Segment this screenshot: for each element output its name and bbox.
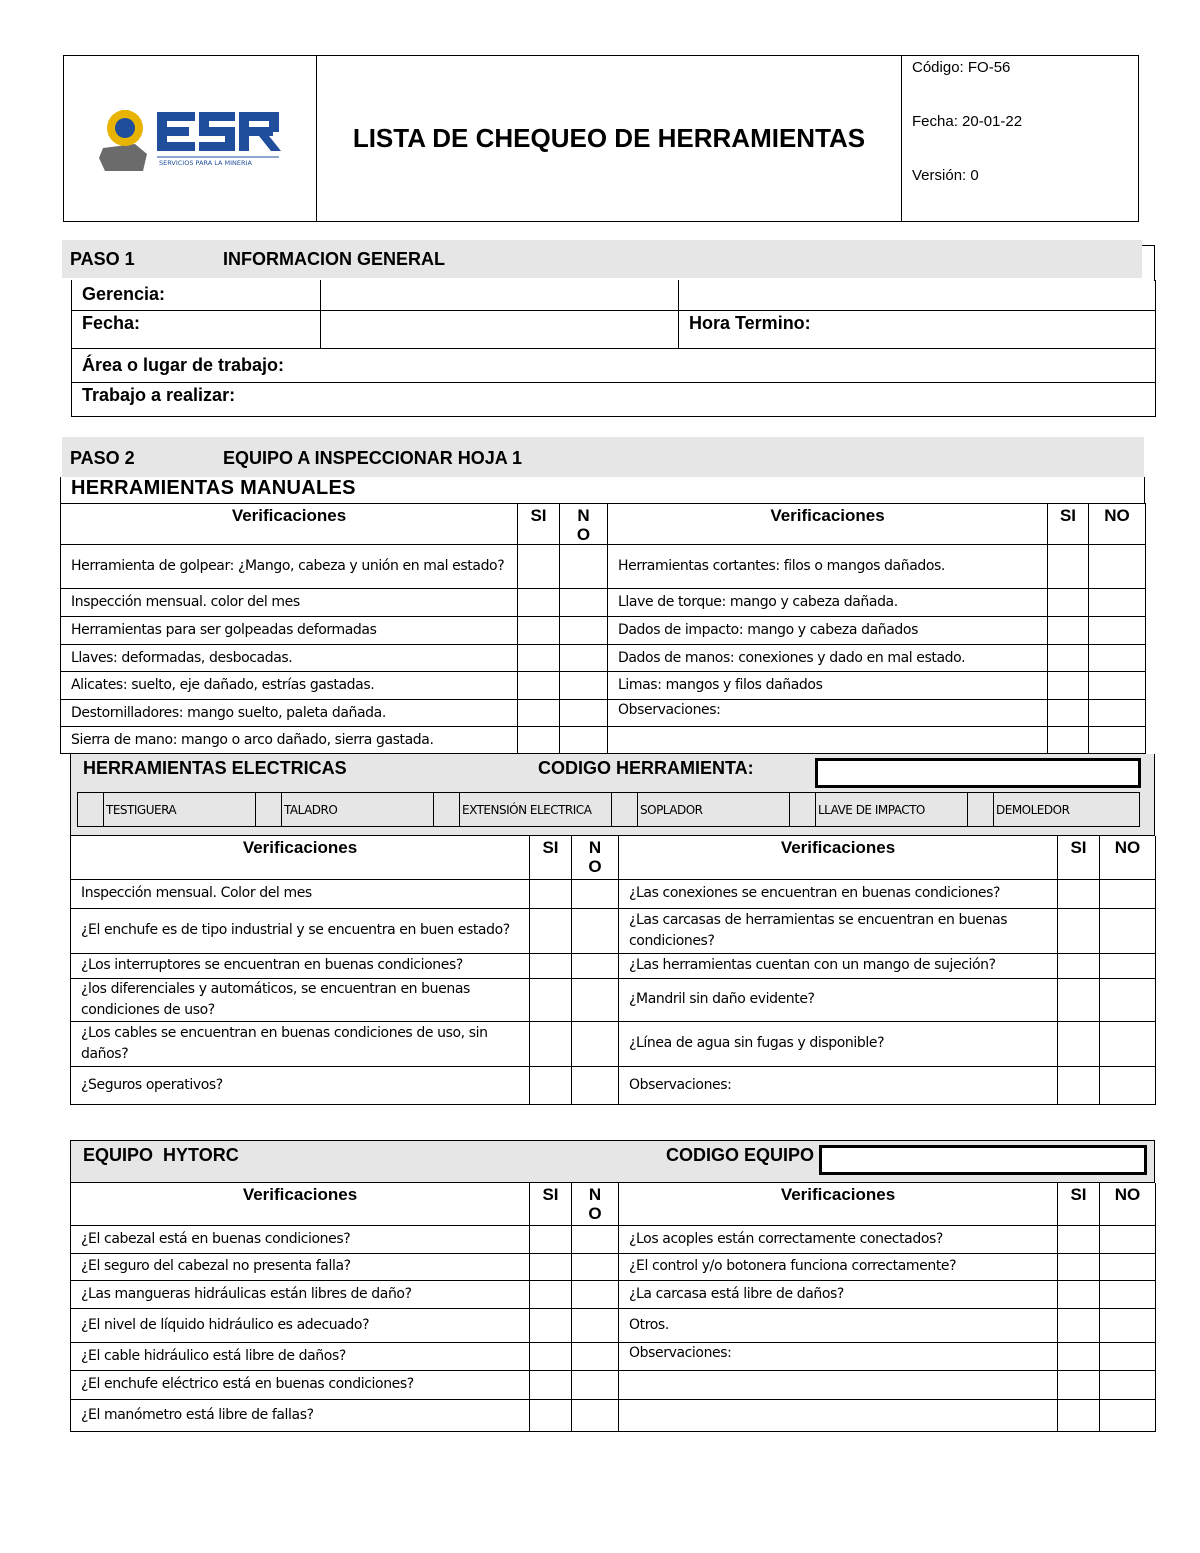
check-item: Herramientas cortantes: filos o mangos dañados.	[608, 545, 1048, 589]
codigo-equipo-input[interactable]	[819, 1145, 1147, 1175]
area-label: Área o lugar de trabajo:	[72, 348, 1156, 382]
table-row	[71, 1066, 1156, 1104]
codigo-herramienta-label: CODIGO HERRAMIENTA:	[538, 758, 754, 778]
no-box[interactable]	[572, 1066, 619, 1104]
codigo-herramienta-input[interactable]	[815, 758, 1141, 788]
check-item: Inspección mensual. color del mes	[61, 589, 518, 617]
tool-selector	[77, 792, 1140, 827]
document-meta	[902, 56, 1139, 222]
no-box[interactable]	[560, 672, 608, 700]
check-item: ¿Las mangueras hidráulicas están libres de daño?	[71, 1280, 530, 1308]
tool-label: TESTIGUERA	[104, 793, 256, 827]
table-row	[71, 1225, 1156, 1253]
paso2-step: PASO 2	[70, 448, 135, 468]
table-row	[61, 672, 1146, 700]
no-box[interactable]	[572, 1253, 619, 1280]
no-box[interactable]	[1089, 672, 1146, 700]
si-box[interactable]	[530, 908, 572, 953]
si-box[interactable]	[518, 727, 560, 754]
check-item: Observaciones:	[619, 1066, 1058, 1104]
tool-label: SOPLADOR	[638, 793, 790, 827]
no-box[interactable]	[572, 978, 619, 1021]
no-box[interactable]	[1100, 1225, 1156, 1253]
no-box[interactable]	[1089, 589, 1146, 617]
electricas-band	[70, 754, 1155, 836]
si-box[interactable]	[518, 672, 560, 700]
si-box[interactable]	[1058, 1280, 1100, 1308]
tool-label: TALADRO	[282, 793, 434, 827]
check-item: ¿Los cables se encuentran en buenas condiciones de uso, sin daños?	[71, 1021, 530, 1066]
si-box[interactable]	[530, 1066, 572, 1104]
col-si: SI	[1048, 504, 1089, 545]
table-row	[71, 953, 1156, 978]
no-box[interactable]	[572, 1225, 619, 1253]
no-box[interactable]	[572, 1342, 619, 1370]
col-no: NO	[1100, 1183, 1156, 1225]
check-item: ¿El enchufe eléctrico está en buenas condiciones?	[71, 1370, 530, 1399]
no-box[interactable]	[572, 908, 619, 953]
col-si: SI	[1058, 1183, 1100, 1225]
table-row	[61, 589, 1146, 617]
col-no: NO	[1089, 504, 1146, 545]
table-row	[71, 908, 1156, 953]
no-box[interactable]	[1089, 645, 1146, 672]
logo	[64, 56, 317, 222]
col-si: SI	[1058, 836, 1100, 879]
check-item: ¿El manómetro está libre de fallas?	[71, 1399, 530, 1431]
si-box[interactable]	[518, 617, 560, 645]
check-item	[608, 727, 1048, 754]
si-box[interactable]	[1048, 617, 1089, 645]
no-box[interactable]	[1100, 879, 1156, 908]
tool-label: LLAVE DE IMPACTO	[816, 793, 968, 827]
paso1-title: INFORMACION GENERAL	[223, 249, 445, 269]
check-item: ¿La carcasa está libre de daños?	[619, 1280, 1058, 1308]
si-box[interactable]	[518, 589, 560, 617]
no-box[interactable]	[1100, 953, 1156, 978]
tool-checkbox[interactable]	[434, 793, 460, 827]
table-row	[61, 645, 1146, 672]
no-box[interactable]	[560, 645, 608, 672]
si-box[interactable]	[1048, 672, 1089, 700]
tool-checkbox[interactable]	[968, 793, 994, 827]
check-item: ¿El nivel de líquido hidráulico es adecuado?	[71, 1308, 530, 1342]
si-box[interactable]	[1058, 1253, 1100, 1280]
si-box[interactable]	[1048, 589, 1089, 617]
trabajo-label: Trabajo a realizar:	[72, 382, 1156, 416]
col-verificaciones: Verificaciones	[61, 504, 518, 545]
check-item: Observaciones:	[619, 1342, 1058, 1370]
si-box[interactable]	[518, 545, 560, 589]
hytorc-header-row	[71, 1183, 1156, 1225]
col-si: SI	[530, 1183, 572, 1225]
no-box[interactable]	[572, 1370, 619, 1399]
si-box[interactable]	[518, 645, 560, 672]
no-box[interactable]	[560, 545, 608, 589]
si-box[interactable]	[530, 879, 572, 908]
document-title: LISTA DE CHEQUEO DE HERRAMIENTAS	[317, 56, 902, 222]
no-box[interactable]	[1100, 1308, 1156, 1342]
no-box[interactable]	[572, 879, 619, 908]
no-box[interactable]	[1100, 1370, 1156, 1399]
codigo: Código: FO-56	[912, 59, 1011, 76]
tool-label: DEMOLEDOR	[994, 793, 1140, 827]
manuales-header-row	[61, 504, 1146, 545]
check-item: ¿Mandril sin daño evidente?	[619, 978, 1058, 1021]
no-box[interactable]	[1100, 1021, 1156, 1066]
fecha-label: Fecha:	[72, 310, 321, 348]
col-no: N O	[572, 836, 619, 879]
si-box[interactable]	[1058, 1399, 1100, 1431]
hytorc-table	[70, 1183, 1156, 1432]
manuales-title: HERRAMIENTAS MANUALES	[71, 477, 356, 499]
si-box[interactable]	[1048, 645, 1089, 672]
check-item: Alicates: suelto, eje dañado, estrías gastadas.	[61, 672, 518, 700]
si-box[interactable]	[1058, 1370, 1100, 1399]
gerencia-label: Gerencia:	[72, 280, 321, 310]
table-row	[71, 1370, 1156, 1399]
paso1-band	[62, 240, 1142, 278]
manuales-heading	[60, 477, 1145, 503]
no-box[interactable]	[560, 700, 608, 727]
si-box[interactable]	[530, 1280, 572, 1308]
no-box[interactable]	[1100, 908, 1156, 953]
si-box[interactable]	[1058, 1342, 1100, 1370]
tool-checkbox[interactable]	[78, 793, 104, 827]
manuales-table	[60, 503, 1146, 754]
no-box[interactable]	[1089, 617, 1146, 645]
table-row	[61, 700, 1146, 727]
check-item: Dados de impacto: mango y cabeza dañados	[608, 617, 1048, 645]
si-box[interactable]	[1058, 1308, 1100, 1342]
esr-logo-icon	[95, 96, 285, 176]
fecha: Fecha: 20-01-22	[912, 113, 1023, 130]
no-box[interactable]	[1100, 1066, 1156, 1104]
check-item: Llave de torque: mango y cabeza dañada.	[608, 589, 1048, 617]
si-box[interactable]	[1058, 1066, 1100, 1104]
si-box[interactable]	[1058, 953, 1100, 978]
table-row	[61, 617, 1146, 645]
check-item: Destornilladores: mango suelto, paleta dañada.	[61, 700, 518, 727]
check-item: ¿Línea de agua sin fugas y disponible?	[619, 1021, 1058, 1066]
no-box[interactable]	[572, 1280, 619, 1308]
check-item: Dados de manos: conexiones y dado en mal estado.	[608, 645, 1048, 672]
paso1-step: PASO 1	[70, 249, 135, 269]
col-si: SI	[530, 836, 572, 879]
no-box[interactable]	[572, 1308, 619, 1342]
tool-checkbox[interactable]	[790, 793, 816, 827]
table-row	[71, 879, 1156, 908]
gerencia-extra[interactable]	[679, 280, 1156, 310]
check-item: Limas: mangos y filos dañados	[608, 672, 1048, 700]
no-box[interactable]	[1100, 978, 1156, 1021]
si-box[interactable]	[530, 1225, 572, 1253]
document-header	[63, 55, 1139, 222]
check-item	[619, 1370, 1058, 1399]
si-box[interactable]	[1058, 879, 1100, 908]
tool-checkbox[interactable]	[612, 793, 638, 827]
si-box[interactable]	[518, 700, 560, 727]
svg-text:SERVICIOS PARA LA MINERIA: SERVICIOS PARA LA MINERIA	[159, 159, 252, 167]
general-info-table	[71, 280, 1156, 417]
col-no: NO	[1100, 836, 1156, 879]
fecha-value[interactable]	[321, 310, 679, 348]
table-row	[71, 1253, 1156, 1280]
check-item: ¿El seguro del cabezal no presenta falla?	[71, 1253, 530, 1280]
table-row	[71, 1399, 1156, 1431]
col-verificaciones: Verificaciones	[619, 1183, 1058, 1225]
col-si: SI	[518, 504, 560, 545]
paso2-title: EQUIPO A INSPECCIONAR HOJA 1	[223, 448, 523, 468]
no-box[interactable]	[572, 1021, 619, 1066]
check-item: ¿El cabezal está en buenas condiciones?	[71, 1225, 530, 1253]
check-item: ¿Las herramientas cuentan con un mango de sujeción?	[619, 953, 1058, 978]
check-item: ¿los diferenciales y automáticos, se encuentran en buenas condiciones de uso?	[71, 978, 530, 1021]
table-row	[61, 545, 1146, 589]
tool-checkbox[interactable]	[256, 793, 282, 827]
hora-termino-label: Hora Termino:	[679, 310, 1156, 348]
table-row	[71, 1308, 1156, 1342]
col-verificaciones: Verificaciones	[608, 504, 1048, 545]
check-item: ¿Las carcasas de herramientas se encuentran en buenas condiciones?	[619, 908, 1058, 953]
check-item: Inspección mensual. Color del mes	[71, 879, 530, 908]
no-box[interactable]	[560, 589, 608, 617]
check-item: ¿El cable hidráulico está libre de daños?	[71, 1342, 530, 1370]
table-row	[71, 1342, 1156, 1370]
si-box[interactable]	[1048, 727, 1089, 754]
hytorc-title: EQUIPO HYTORC	[83, 1145, 239, 1165]
check-item: Sierra de mano: mango o arco dañado, sierra gastada.	[61, 727, 518, 754]
check-item: ¿El control y/o botonera funciona correctamente?	[619, 1253, 1058, 1280]
si-box[interactable]	[1058, 1021, 1100, 1066]
no-box[interactable]	[572, 1399, 619, 1431]
check-item: ¿Los acoples están correctamente conectados?	[619, 1225, 1058, 1253]
si-box[interactable]	[1048, 545, 1089, 589]
check-item: Herramienta de golpear: ¿Mango, cabeza y unión en mal estado?	[61, 545, 518, 589]
hytorc-band	[70, 1140, 1155, 1183]
table-row	[71, 978, 1156, 1021]
no-box[interactable]	[1100, 1399, 1156, 1431]
no-box[interactable]	[572, 953, 619, 978]
no-box[interactable]	[1100, 1280, 1156, 1308]
si-box[interactable]	[530, 1253, 572, 1280]
col-verificaciones: Verificaciones	[71, 1183, 530, 1225]
col-verificaciones: Verificaciones	[71, 836, 530, 879]
table-row	[71, 1021, 1156, 1066]
table-row	[71, 1280, 1156, 1308]
no-box[interactable]	[1089, 700, 1146, 727]
check-item: Llaves: deformadas, desbocadas.	[61, 645, 518, 672]
si-box[interactable]	[530, 1370, 572, 1399]
electricas-title: HERRAMIENTAS ELECTRICAS	[83, 758, 347, 778]
si-box[interactable]	[530, 1342, 572, 1370]
check-item	[619, 1399, 1058, 1431]
codigo-equipo-label: CODIGO EQUIPO	[666, 1145, 815, 1165]
si-box[interactable]	[530, 1308, 572, 1342]
check-item: Herramientas para ser golpeadas deformadas	[61, 617, 518, 645]
electricas-table	[70, 836, 1156, 1105]
check-item: ¿Seguros operativos?	[71, 1066, 530, 1104]
check-item: ¿Las conexiones se encuentran en buenas condiciones?	[619, 879, 1058, 908]
paso2-band	[62, 437, 1144, 477]
col-no: N O	[560, 504, 608, 545]
si-box[interactable]	[1058, 978, 1100, 1021]
no-box[interactable]	[1089, 727, 1146, 754]
check-item: ¿Los interruptores se encuentran en buenas condiciones?	[71, 953, 530, 978]
tool-label: EXTENSIÓN ELECTRICA	[460, 793, 612, 827]
si-box[interactable]	[1048, 700, 1089, 727]
gerencia-value[interactable]	[321, 280, 679, 310]
si-box[interactable]	[530, 1021, 572, 1066]
no-box[interactable]	[1100, 1253, 1156, 1280]
table-row	[61, 727, 1146, 754]
si-box[interactable]	[1058, 908, 1100, 953]
col-verificaciones: Verificaciones	[619, 836, 1058, 879]
col-no: N O	[572, 1183, 619, 1225]
si-box[interactable]	[530, 978, 572, 1021]
check-item: ¿El enchufe es de tipo industrial y se encuentra en buen estado?	[71, 908, 530, 953]
no-box[interactable]	[560, 617, 608, 645]
si-box[interactable]	[530, 1399, 572, 1431]
version: Versión: 0	[912, 167, 979, 184]
check-item: Otros.	[619, 1308, 1058, 1342]
si-box[interactable]	[1058, 1225, 1100, 1253]
no-box[interactable]	[560, 727, 608, 754]
no-box[interactable]	[1089, 545, 1146, 589]
electricas-header-row	[71, 836, 1156, 879]
si-box[interactable]	[530, 953, 572, 978]
check-item: Observaciones:	[608, 700, 1048, 727]
no-box[interactable]	[1100, 1342, 1156, 1370]
